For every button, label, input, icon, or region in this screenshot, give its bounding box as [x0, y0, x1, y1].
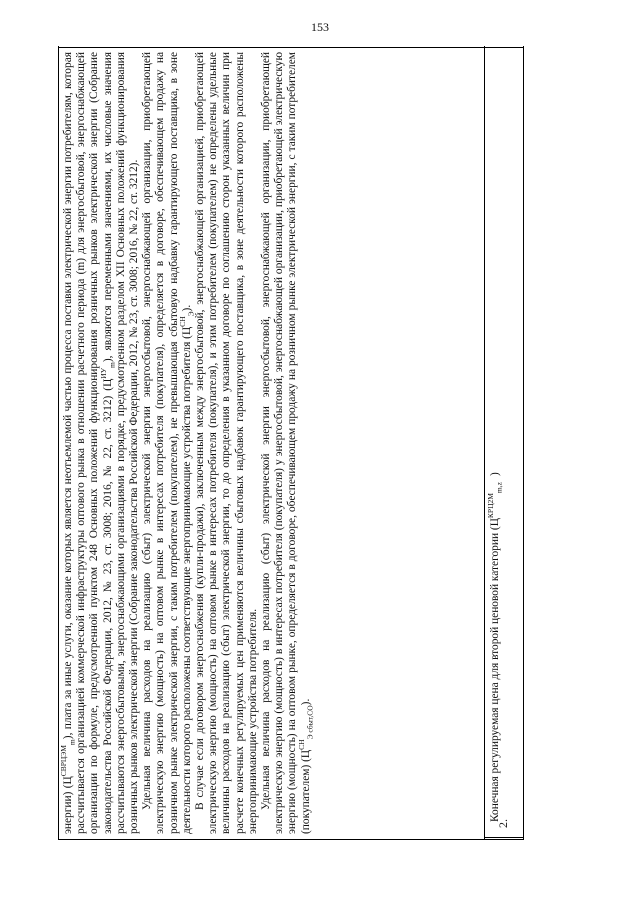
paragraph-2: Удельная величина расходов на реализацию (сбыт) электрической энергии энергосбытовой, энергоснабжающей организации, приобретающей электрическую энергию (мощность) на оптовом рынке в интересах потребителя (покупателя), определяется в договоре, обеспечивающем продажу на розничном рынке электрической энергии, с таким потребителем (покупателем), не превышающая сбытовую надбавку гарантирующего поставщика, в зоне деятельности которого расположены соответствующие энергопринимающие устройства потребителя $(Ц^{СН}_Э)$.	[141, 52, 196, 834]
table-border-right	[58, 47, 524, 48]
paragraph-1	[59, 51, 141, 834]
row-2-heading: Конечная регулируемая цена для второй ценовой категории $(Ц^{КРЦ2М}_{m,z})$	[486, 472, 504, 822]
paragraph-3: В случае если договором энергоснабжения (купли-продажи), заключенным между энергосбытовой, энергоснабжающей организацией, приобретающей электрическую энергию (мощность) на оптовом рынке в интересах потребителя (покупателя), и этим потребителем (покупателем) не определены удельные величины расходов на реализацию (сбыт) электрической энергии, то до определения в указанном договоре по соглашению сторон указанных величин при расчете конечных регулируемых цен применяются величины сбытовых надбавок гарантирующего поставщика, в зоне деятельности которого расположены энергопринимающие устройства потребителя.	[194, 52, 259, 834]
text-wrapper: энергии) $(Ц^{СВРЦЭМ}_m)$, плата за иные услуги, оказание которых является неотъемлемой частью процесса поставки электрической энергии потребителям, которая рассчитывается организацией коммерческой инфраструктуры оптового рынка в отношении расчетного периода (m) для энергосбытовой, энергоснабжающей организации по формуле, предусмотренной пунктом 248 Основных положений функционирования розничных рынков электрической энергии (Собрание законодательства Российской Федерации, 2012, № 23, ст. 3008; 2016, № 22, ст. 3212) $(Ц^{ИУ}_m)$, являются переменными значениями, их числовые значения рассчитываются энергосбытовыми, энергоснабжающими организациями в порядке, предусмотренном разделом XII Основных положений функционирования розничных рынков электрической энергии (Собрание законодательства Российской Федерации, 2012, № 23, ст. 3008; 2016, № 22, ст. 3212).	[59, 51, 141, 834]
formula-description-cell	[59, 51, 482, 834]
column-divider	[484, 837, 524, 838]
table-border-left	[58, 839, 524, 840]
rotated-table-page	[58, 48, 523, 838]
table-border-top	[58, 46, 59, 840]
table-border-bottom	[523, 46, 524, 840]
row-2-number: 2.	[496, 819, 510, 828]
paragraph-4: Удельная величина расходов на реализацию (сбыт) электрической энергии энергосбытовой, энергоснабжающей организации, приобретающей электрическую энергию (мощность) в интересах потребителя (покупателя) у энергосбытовой, энергоснабжающей организации, приобретающей электрическую энергию (мощность) на оптовом рынке, определяется в договоре, обеспечивающем продажу на розничном рынке электрической энергии, с таким потребителем (покупателем) $(Ц^{СН}_{Э сбыт,СО})$.	[260, 52, 314, 834]
row-2-heading-cell	[486, 52, 519, 834]
regulation-table	[58, 48, 523, 838]
page-number: 153	[311, 20, 329, 34]
row-divider	[484, 46, 485, 840]
